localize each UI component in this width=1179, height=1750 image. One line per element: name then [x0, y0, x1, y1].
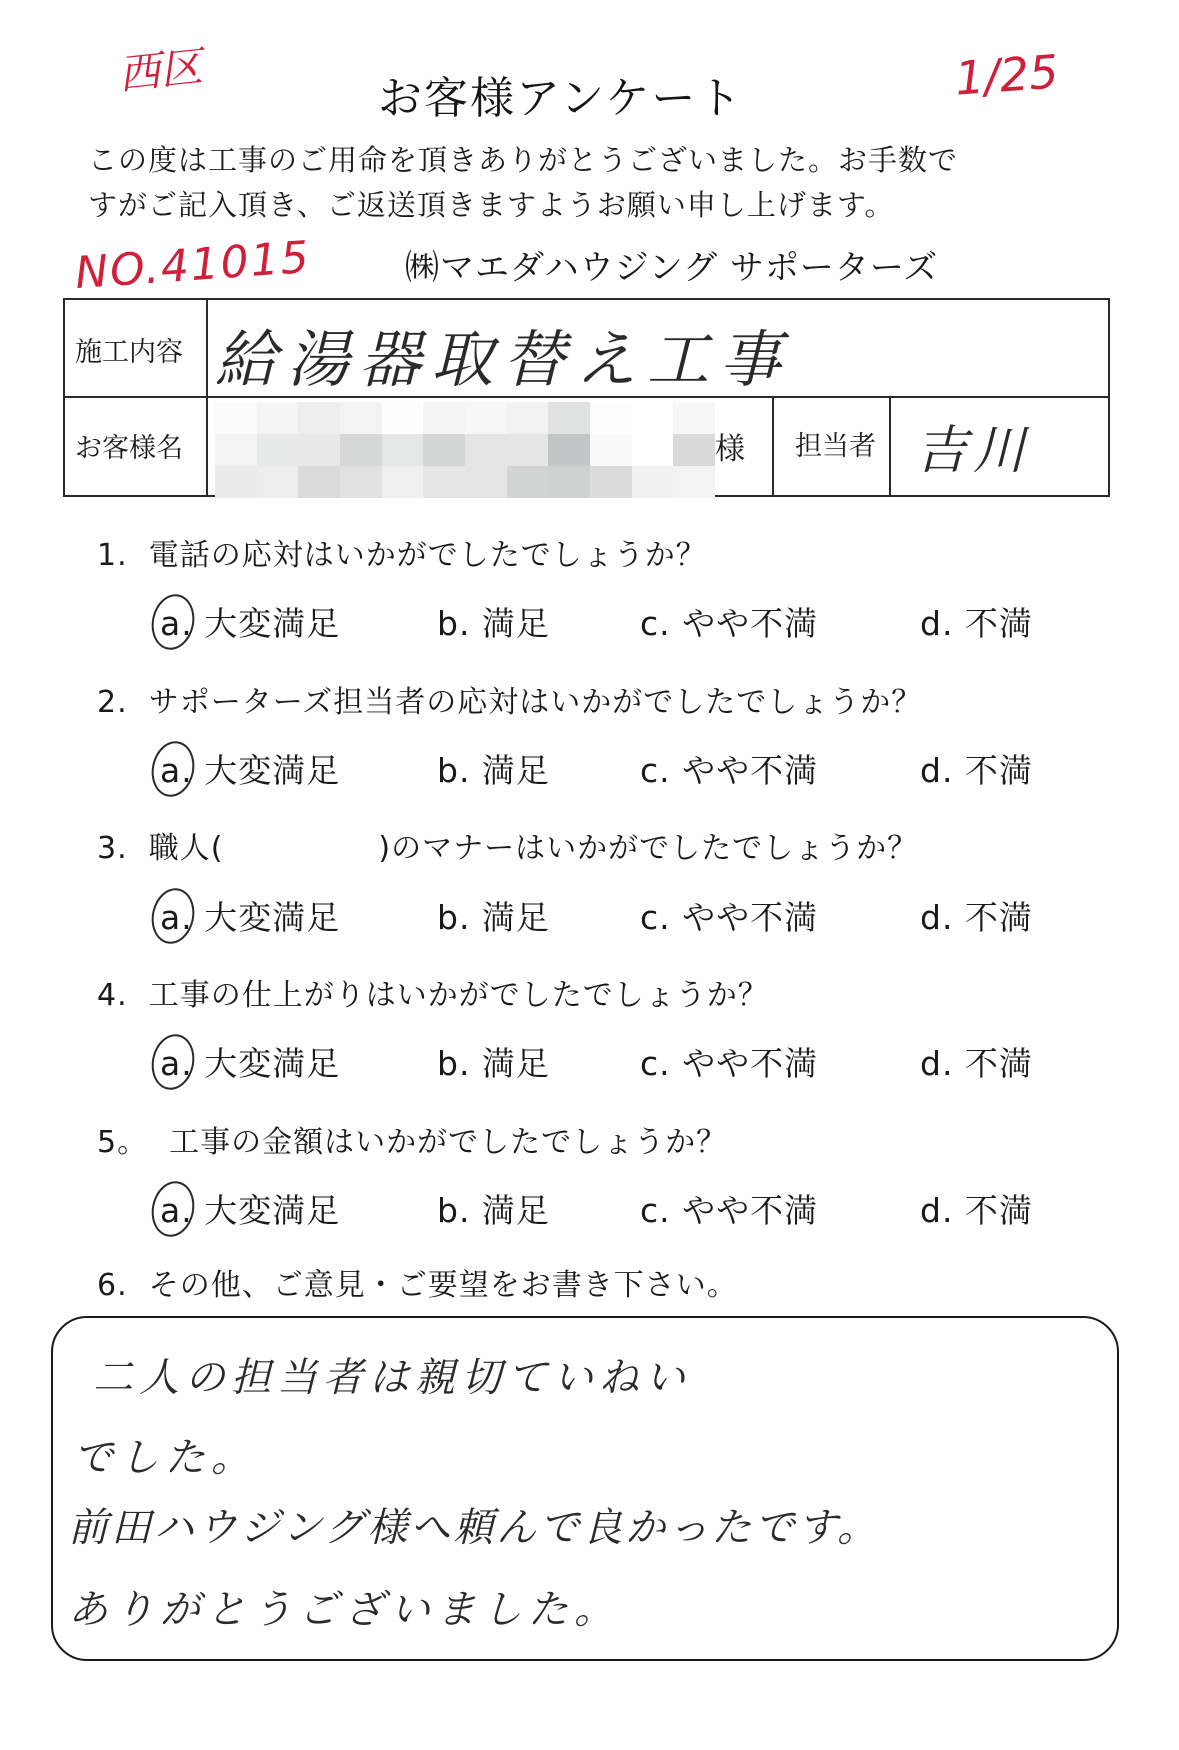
question-6: [97, 1260, 738, 1304]
staff-label: 担当者: [795, 431, 876, 462]
date-annotation: 1/25: [953, 44, 1061, 106]
question-text: サポーターズ担当者の応対はいかがでしたでしょうか？: [148, 685, 923, 720]
question-number: 3.: [97, 831, 128, 866]
question-1: [97, 530, 707, 574]
option-a-selected[interactable]: a. 大変満足: [160, 745, 340, 792]
suffix-divider: [772, 396, 774, 495]
option-c[interactable]: c. やや不満: [640, 604, 819, 643]
question-3: [97, 823, 918, 867]
ward-annotation: 西区: [115, 41, 205, 100]
option-d[interactable]: d. 不満: [920, 1191, 1033, 1230]
work-label: 施工内容: [75, 337, 183, 368]
question-2: [97, 677, 922, 721]
comment-box[interactable]: [51, 1316, 1119, 1661]
question-text: その他、ご意見・ご要望をお書き下さい。: [148, 1268, 738, 1303]
survey-number-annotation: NO.41015: [73, 231, 313, 300]
option-b[interactable]: b. 満足: [437, 604, 550, 643]
info-table: [63, 298, 1110, 497]
option-b[interactable]: b. 満足: [437, 1191, 550, 1230]
option-c[interactable]: c. やや不満: [640, 898, 819, 937]
option-d[interactable]: d. 不満: [920, 751, 1033, 790]
option-b[interactable]: b. 満足: [437, 1044, 550, 1083]
question-number: 5。: [97, 1125, 149, 1160]
comment-line-4: ありがとうございました。: [68, 1587, 620, 1633]
option-a-selected[interactable]: a. 大変満足: [160, 598, 340, 645]
question-text: 職人( )のマナーはいかがでしたでしょうか？: [148, 831, 919, 866]
question-5: [97, 1117, 727, 1161]
option-d[interactable]: d. 不満: [920, 604, 1033, 643]
question-text: 工事の金額はいかがでしたでしょうか？: [169, 1125, 728, 1160]
customer-suffix: 様: [715, 432, 745, 467]
option-d[interactable]: d. 不満: [920, 898, 1033, 937]
question-number: 1.: [97, 538, 128, 573]
comment-line-2: でした。: [73, 1435, 257, 1481]
option-b[interactable]: b. 満足: [437, 898, 550, 937]
option-a-selected[interactable]: a. 大変満足: [160, 1185, 340, 1232]
staff-divider: [889, 396, 891, 495]
option-c[interactable]: c. やや不満: [640, 1191, 819, 1230]
work-value[interactable]: 給湯器取替え工事: [215, 323, 792, 396]
comment-line-3: 前田ハウジング様へ頼んで良かったです。: [68, 1505, 880, 1551]
customer-label: お客様名: [75, 433, 183, 464]
intro-line-2: すがご記入頂き、ご返送頂きますようお願い申し上げます。: [88, 188, 895, 222]
question-text: 工事の仕上がりはいかがでしたでしょうか？: [148, 978, 769, 1013]
company-name: ㈱マエダハウジング サポーターズ: [405, 248, 939, 288]
label-column-divider: [206, 300, 208, 495]
question-number: 6.: [97, 1268, 128, 1303]
option-a-selected[interactable]: a. 大変満足: [160, 1038, 340, 1085]
question-4: [97, 970, 769, 1014]
comment-line-1: 二人の担当者は親切ていねい: [93, 1355, 691, 1401]
option-d[interactable]: d. 不満: [920, 1044, 1033, 1083]
question-number: 2.: [97, 685, 128, 720]
option-b[interactable]: b. 満足: [437, 751, 550, 790]
customer-name-redacted: [215, 402, 715, 498]
option-c[interactable]: c. やや不満: [640, 1044, 819, 1083]
staff-value[interactable]: 吉川: [915, 421, 1032, 481]
option-c[interactable]: c. やや不満: [640, 751, 819, 790]
intro-line-1: この度は工事のご用命を頂きありがとうございました。お手数で: [88, 143, 959, 177]
question-text: 電話の応対はいかがでしたでしょうか？: [148, 538, 707, 573]
page-title: お客様アンケート: [378, 73, 744, 124]
option-a-selected[interactable]: a. 大変満足: [160, 892, 340, 939]
question-number: 4.: [97, 978, 128, 1013]
